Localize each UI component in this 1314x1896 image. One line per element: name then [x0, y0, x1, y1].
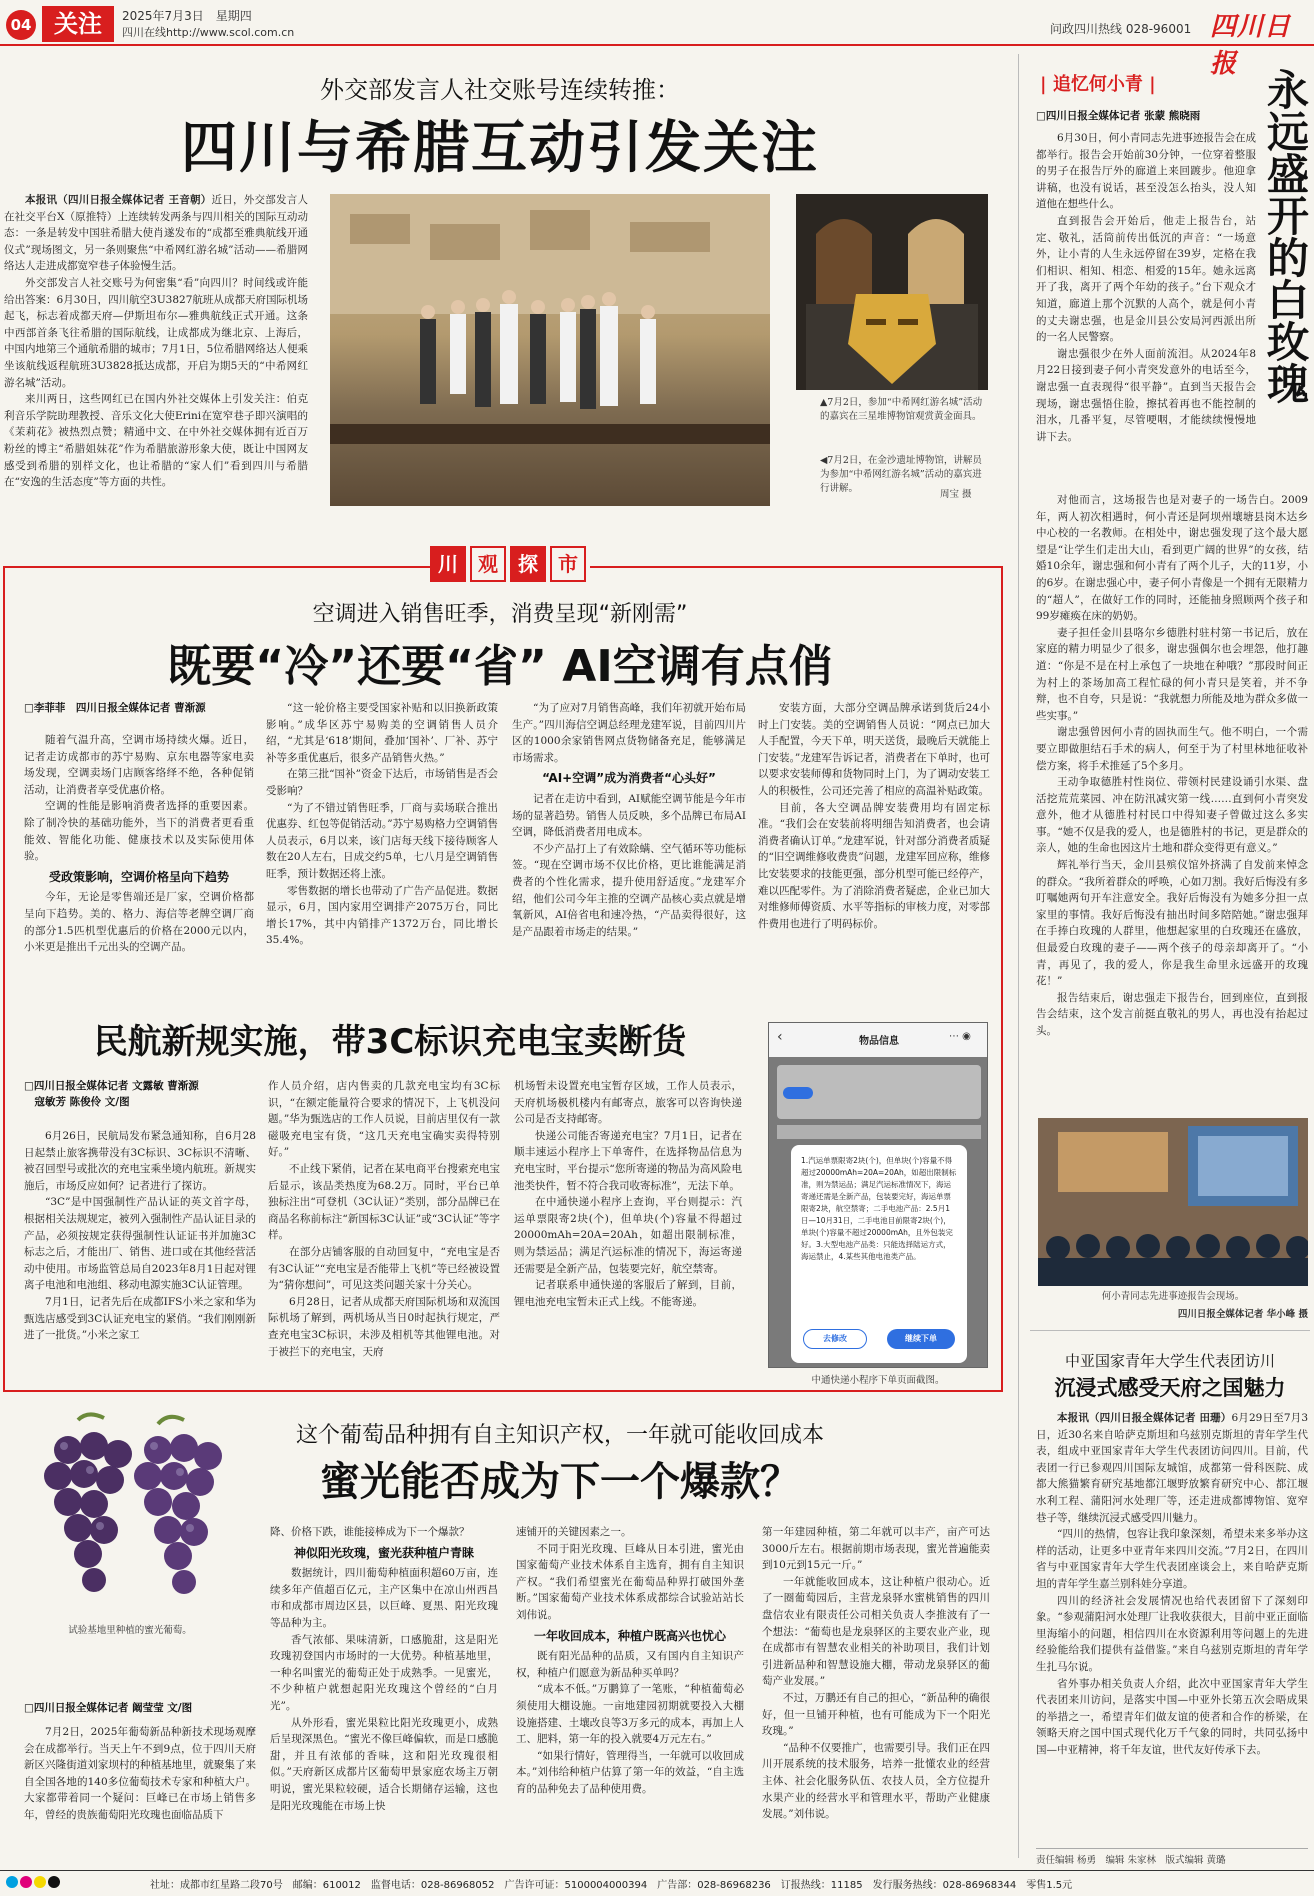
a1-photo-tour [330, 194, 770, 506]
page-number-badge: 04 [6, 10, 36, 40]
side1-body-main: 对他而言，这场报告也是对妻子的一场告白。2009年，两人初次相遇时，何小青还是阿坝州壤塘县岗木达乡中心校的一名教师。在相处中，谢忠强发现了这个最大愿望是“让学生们走出大山，看到更广阔的世界”的女孩，结婚10余年，谢忠强和何小青有了两个儿子，大的11岁，小的6岁。在谢忠强心中，妻子何小青像是一个拥有无限精力的“超人”，在做好工作的同时，还能抽身照顾两个孩子和99岁瘫痪在床的奶奶。 妻子担任金川县咯尔乡德胜村驻村第一书记后，放在家庭的精力明显少了很多，谢忠强偶尔也会埋怨，他打趣道：“你是不是在村上承包了一块地在种哦？”那段时间正为村上的茶场加高工程忙碌的何小青只是笑着，并不争辩，也不自夸，只是说：“我就想力所能及地为群众多做一些实事。” 谢忠强曾因何小青的固执而生气。他不明白，一个需要立即做胆结石手术的病人，何至于为了村里林地征收补偿方案，将手术推延了5个多月。 王动争取德胜村性岗位、带领村民建设诵引水渠、盘活挖荒荒菜园、冲在防汛减灾第一线……直到何小青突发意外，他才从德胜村村民口中得知妻子曾做过这么多实事。“她不仅是我的爱人，也是德胜村的书记，更是群众的亲人，她的生命也因这片土地和群众变得更有意义。” 辉礼举行当天，金川县殡仪馆外挤满了自发前来悼念的群众。“我所着群众的呼唤，心如刀割。我好后悔没有多叮嘱她两句开车注意安全。我好后悔没有为她多分担一点家里的事情。我好后悔没有抽出时间多陪陪她。”谢忠强拜在手捧白玫瑰的人群里，他想起家里的白玫瑰还在盛放，但最爱白玫瑰的妻子——两个孩子的母亲却离开了。“小青，再见了，我的爱人，你是我生命里永远盛开的玫瑰花！” 报告结束后，谢忠强走下报告台，回到座位，直到报告会结束，这个发言前挺直敬礼的男人，再也没有抬起过头。 [1036, 494, 1308, 1037]
side2-kicker: 中亚国家青年大学生代表团访川 [1064, 1352, 1275, 1370]
a1-caption-credit: 周宝 摄 [940, 489, 972, 500]
a4-byline: □四川日报全媒体记者 阚莹莹 文/图 [24, 1702, 193, 1714]
phone-screenshot [768, 1022, 988, 1368]
side2-body: 本报讯（四川日报全媒体记者 田珊）6月29日至7月3日，近30名来自哈萨克斯坦和乌兹别克斯坦的青年学生代表，组成中亚国家青年大学生代表团访问四川。目前，代表团一行已参观四川国际友城馆，成都第一骨科医院、成都大熊猫繁育研究基地都江堰野放繁育研究中心、都江堰水利工程、蒲阳河水处理厂等，还走进成都博物馆、宽窄巷子等，继续沉浸式感受四川魅力。 “四川的热情，包容让我印象深刻，希望未来多举办这样的活动，让更多中亚青年来四川交流。”7月2日，在四川省与中亚国家青年大学生代表团座谈会上，来自哈萨克斯坦的青年学生嘉兰别科娃分享道。 四川的经济社会发展情况也给代表团留下了深刻印象。“参观蒲阳河水处理厂让我收获很大，目前中亚正面临里海缩小的问题，相信四川在水资源利用等问题上的先进经验能给我们提供有益借鉴。”来自乌兹别克斯坦的青年学生扎马尔说。 省外事办相关负责人介绍，此次中亚国家青年大学生代表团来川访问，是落实中国—中亚外长第五次会晤成果的举措之一，希望青年们做友谊的使者和合作的桥梁，在领略天府之国中国式现代化万千气象的同时，共同弘扬中国—中亚精神，将千年友谊，世代友好传承下去。 [1036, 1412, 1308, 1756]
a3-col-3: 机场暂未设置充电宝暂存区域，工作人员表示，天府机场极机楼内有邮寄点，旅客可以咨询快递公司是否支持邮寄。 快递公司能否寄递充电宝？7月1日，记者在顺丰速运小程序上下单寄件，在选择物品信息为充电宝时，平台提示“您所寄递的物品为高风险电池类快件，暂不符合我司收寄标准”，无法下单。 在中通快递小程序上查询，平台则提示：汽运单票限寄2块(个)，但单块(个)容量不得超过20000mAh=20A=20Ah，如超出限制标准，则为禁运品；满足汽运标准的情况下，海运寄递还需要是全新产品，包装要完好，航空禁寄。 记者联系申通快递的客服后了解到，目前，锂电池充电宝暂未正式上线。不能寄递。 [514, 1080, 742, 1308]
side2-lead: 本报讯（四川日报全媒体记者 田珊） [1057, 1412, 1232, 1424]
a1-caption-1: ▲7月2日，参加“中希网红游名城”活动的嘉宾在三星堆博物馆观赏黄金面具。 [820, 397, 983, 422]
a4-kicker: 这个葡萄品种拥有自主知识产权，一年就可能收回成本 [295, 1423, 824, 1448]
a2-col-3: “为了应对7月销售高峰，我们年初就开始布局生产。”四川海信空调总经理龙建军说，目前四川片区的1000余家销售网点货物储备充足，能够满足市场需求。 “AI+空调”成为消费者“心头好” 记者在走访中看到，AI赋能空调节能是今年市场的显著趋势。销售人员反映，多个品牌已布局AI空调，降低消费者用电成本。 不少产品打上了有效除螨、空气循环等功能标签。“现在空调市场不仅比价格，更比谁能满足消费者的个性化需求，提升使用舒适度。”龙建军介绍，他们公司今年主推的空调产品核心卖点就是增氧新风，AI倍省电和速冷热，“产品卖得很好，这是产品跟着市场走的结果。” [512, 702, 746, 938]
phone-title: 物品信息 [859, 1036, 899, 1047]
side1-byline: □四川日报全媒体记者 张蒙 熊晓雨 [1036, 110, 1201, 122]
a1-body: 本报讯（四川日报全媒体记者 王音朝）近日，外交部发言人在社交平台X（原推特）上连续转发两条与四川相关的国际互动动态：一条是转发中国驻希腊大使肖遂发布的“成都至雅典航线开通仪式”现场图文，另一条则聚焦“中希网红游名城”活动——希腊网络达人走进成都宽窄巷子体验慢生活。 外交部发言人社交账号为何密集“看”向四川？时间线或许能给出答案：6月30日，四川航空3U3827航班从成都天府国际机场起飞，标志着成都天府—伊斯坦布尔—雅典航线正式开通。这条中西部首条飞往希腊的国际航线，让成都成为继北京、上海后，中国内地第三个通航希腊的城市；7月1日，5位希腊网络达人便乘坐该航线返程航班3U3828抵达成都，开启为期5天的“中希网红游名城”活动。 来川两日，这些网红已在国内外社交媒体上引发关注：伯克利音乐学院助理教授、音乐文化大使Erini在宽窄巷子即兴演唱的《茉莉花》被热烈点赞；精通中文、在中外社交媒体拥有近百万粉丝的博主“希腊姐妹花”作为希腊旅游形象大使，既让中国网友感受到希腊的别样文化，也让希腊的“家人们”看到四川与希腊在“安逸的生活态度”等方面的共性。 [4, 194, 308, 489]
a4-col-1: 7月2日，2025年葡萄新品种新技术现场观摩会在成都举行。当天上午不到9点，位于四川天府新区兴隆街道刘家坝村的种植基地里，就聚集了来自全国各地的140多位葡萄技术专家和种植大户。大家都带着同一个疑问：巨峰已在市场上销售多年，曾经的贵族葡萄阳光玫瑰也面临品质下 [24, 1726, 256, 1821]
a4-caption: 试验基地里种植的蜜光葡萄。 [68, 1625, 192, 1636]
side1-credit: 四川日报全媒体记者 华小峰 摄 [1177, 1309, 1308, 1320]
side1-photo [1038, 1118, 1308, 1286]
hotline: 问政四川热线 028-96001 [1050, 22, 1192, 36]
a1-photo-mask [796, 194, 988, 390]
a4-col-2: 降、价格下跌，谁能接棒成为下一个爆款？ 神似阳光玫瑰，蜜光获种植户青睐 数据统计，四川葡萄种植面积超60万亩，连续多年产值超百亿元，主产区集中在凉山州西昌市和成都市周边区县，以巨峰、夏黑、阳光玫瑰等品种为主。 香气浓郁、果味清新，口感脆甜，这是阳光玫瑰初登国内市场时的一大优势。种植基地里，一种名叫蜜光的葡萄正处于成熟季。一见蜜光，不少种植户就想起阳光玫瑰这个曾经的“白月光”。 从外形看，蜜光果粒比阳光玫瑰更小，成熟后呈现深黑色。“蜜光不像巨峰偏软，而是口感脆甜，并且有浓郁的香味，这和阳光玫瑰很相似。”天府新区成都片区葡萄甲景家庭农场主万朝明说，蜜光果粒较硬，适合长期储存运输，这也是阳光玫瑰能在市场上快 [270, 1526, 498, 1812]
site-url: 四川在线http://www.scol.com.cn [122, 26, 295, 39]
a3-byline: □四川日报全媒体记者 文露敏 曹渐源 寇敏芳 陈俊伶 文/图 [24, 1080, 199, 1108]
a2-byline: □李菲菲 四川日报全媒体记者 曹渐源 [24, 702, 206, 714]
section-banner [430, 546, 590, 582]
a2-headline: 既要“冷”还要“省” AI空调有点俏 [167, 641, 833, 692]
modify-button[interactable]: 去修改 [803, 1329, 867, 1349]
banner-char: 观 [470, 546, 506, 582]
editor-credits: 责任编辑 杨勇 编辑 朱家林 版式编辑 黄璐 [1036, 1848, 1308, 1866]
footer-imprint: 社址：成都市红星路二段70号 邮编：610012 监督电话：028-86968052 广告许可证：5100004000394 广告部：028-86968236 订报热线：11185 发行服务热线：028-86968344 零售1.5元 [150, 1880, 1073, 1891]
side-column-label: | 追忆何小青 | [1040, 74, 1156, 95]
a1-kicker: 外交部发言人社交账号连续转推： [320, 76, 680, 104]
a2-col-2: “这一轮价格主要受国家补贴和以旧换新政策影响。”成华区苏宁易购美的空调销售人员介绍，“尤其是‘618’期间，叠加‘国补’、厂补、苏宁补等多重优惠后，很多产品销售火热。” 在第三批“国补”资金下达后，市场销售是否会受影响？ “为了不错过销售旺季，厂商与卖场联合推出优惠券、红包等促销活动。”苏宁易购格力空调销售人员表示，6月以来，该门店每天线下接待顾客人数在20人左右，日成交约5单，七八月是空调销售旺季，预计数据还将上涨。 零售数据的增长也带动了广告产品促进。数据显示，6月，国内家用空调排产2075万台，同比增长17%，其中内销排产1372万台，同比增长35.4%。 [266, 702, 498, 947]
a4-col-3: 速铺开的关键因素之一。 不同于阳光玫瑰、巨峰从日本引进，蜜光由国家葡萄产业技术体系自主选育，拥有自主知识产权。“我们希望蜜光在葡萄品种界打破国外垄断。”国家葡萄产业技术体系成都综合试验站站长刘伟说。 一年收回成本，种植户既高兴也忧心 既有阳光品种的品质，又有国内自主知识产权，种植户们愿意为新品种买单吗？ “成本不低。”万鹏算了一笔账，“种植葡萄必须使用大棚设施。一亩地建园初期就要投入大棚设施搭建、土壤改良等3万多元的成本，再加上人工、肥料，第一年的投入就要4万元左右。” “如果行情好，管理得当，一年就可以收回成本。”刘伟给种植户估算了第一年的效益，“自主选育的品种免去了品种使用费。 [516, 1526, 744, 1795]
a1-lead: 本报讯（四川日报全媒体记者 王音朝） [25, 194, 212, 206]
a1-headline: 四川与希腊互动引发关注 [181, 116, 819, 181]
a4-col-4: 第一年建园种植，第二年就可以丰产，亩产可达3000斤左右。根据前期市场表现，蜜光普遍能卖到10元到15元一斤。” 一年就能收回成本，这让种植户很动心。近了一圈葡萄园后，主营龙泉驿水蜜桃销售的四川盘信农业有限责任公司相关负责人李推波有了一个想法：“葡萄也是龙泉驿区的主要农业产业，现在成都市有智慧农业相关的补助项目，我们计划引进新品种和智慧设施大棚，带动龙泉驿区的葡萄产业发展。” 不过，万鹏还有自己的担心，“新品种的确很好，但一旦铺开种植，也有可能成为下一个阳光玫瑰。” “品种不仅要推广，也需要引导。我们正在四川开展系统的技术服务，培养一批懂农业的经营主体、社会化服务队伍、农技人员，全方位提升水果产业的经营水平和管理水平，帮助产业健康发展。”刘伟说。 [762, 1526, 990, 1821]
banner-char: 探 [510, 546, 546, 582]
grape-photo [8, 1410, 246, 1620]
page-header [0, 0, 1314, 79]
dialog-text: 1.汽运单票限寄2块(个)，但单块(个)容量不得超过20000mAh=20A=20Ah，如超出限制标准，则为禁运品；满足汽运标准情况下，海运寄递还需是全新产品，包装要完好，海运单票限寄2块，航空禁寄；二手电池产品：2.5月1日—10月31日，二手电池目前限寄2块(个)，单块(个)容量不超过20000mAh，且外包装完好。3.大型电池产品类：只能选择陆运方式，海运禁止，4.某些其他电池类产品。 [801, 1156, 957, 1261]
a3-col-2: 作人员介绍，店内售卖的几款充电宝均有3C标识，“在额定能量符合要求的情况下，上飞机没问题。”华为甄选店的工作人员说，目前店里仅有一款磁吸充电宝有货，“这几天充电宝确实卖得特别好。” 不止线下紧俏，记者在某电商平台搜索充电宝后显示，该品类热度为68.2万。同时，平台已单独标注出“可登机（3C认证）”类别，部分品牌已在商品名称前标注“新国标3C认证”或“3C认证”等字样。 在部分店铺客服的自动回复中，“充电宝是否有3C认证”“充电宝是否能带上飞机”等已经被设置为“猜你想问”，可见这类问题关家十分关心。 6月28日，记者从成都天府国际机场和双流国际机场了解到，两机场从当日0时起执行规定，严查充电宝3C标识，未涉及相机等其他锂电池。对于被拦下的充电宝，天府 [268, 1080, 500, 1358]
a3-headline: 民航新规实施，带3C标识充电宝卖断货 [93, 1022, 687, 1062]
section-label: 关注 [42, 6, 114, 42]
side1-caption: 何小青同志先进事迹报告会现场。 [1101, 1291, 1245, 1302]
banner-char: 川 [430, 546, 466, 582]
a1-caption-2: ◀7月2日，在金沙遗址博物馆，讲解员为参加“中希网红游名城”活动的嘉宾进行讲解。 [820, 455, 982, 494]
issue-date: 2025年7月3日 星期四 [122, 9, 252, 23]
warning-dialog [791, 1145, 967, 1363]
side-vertical-title: 永远盛开的白玫瑰 [1261, 68, 1310, 404]
a2-kicker: 空调进入销售旺季，消费呈现“新刚需” [312, 602, 688, 627]
continue-order-button[interactable]: 继续下单 [887, 1329, 955, 1349]
newspaper-logo: 四川日报 [1210, 12, 1292, 79]
a3-caption: 中通快递小程序下单页面截图。 [811, 1375, 945, 1386]
a3-col-1: 6月26日，民航局发布紧急通知称，自6月28日起禁止旅客携带没有3C标识、3C标识不清晰、被召回型号或批次的充电宝乘坐境内航班。新规实施后，市场反应如何？记者进行了探访。 “3C”是中国强制性产品认证的英文首字母，根据相关法规规定，被列入强制性产品认证目录的产品，必须按规定获得强制性认证证书并加施3C标志之后，才能出厂、销售、进口或在其他经营活动中使用。市场监管总局自2023年8月1日起对锂离子电池和电池组、移动电源实施3C认证管理。 7月1日，记者先后在成都IFS小米之家和华为甄选店感受到3C认证充电宝的紧俏。“我们刚刚新进了一批货。”小米之家工 [24, 1130, 256, 1342]
a2-col-1: 随着气温升高，空调市场持续火爆。近日，记者走访成都市的苏宁易购、京东电器等家电卖场发现，空调卖场门店顾客络绎不绝，各种促销活动，让消费者享受优惠价格。 空调的性能是影响消费者选择的重要因素。除了制冷快的基础功能外，当下的消费者更看重能效、智能化功能、健康技术以及实际使用体验。 受政策影响，空调价格呈向下趋势 今年，无论是零售端还是厂家，空调价格都呈向下趋势。美的、格力、海信等老牌空调厂商的部分1.5匹机型优惠后的价格在2000元以内，小米更是推出千元出头的空调产品。 [24, 734, 254, 954]
a4-headline: 蜜光能否成为下一个爆款？ [320, 1459, 800, 1505]
a2-col-4: 安装方面，大部分空调品牌承诺到货后24小时上门安装。美的空调销售人员说：“网点已加大人手配置，今天下单，明天送货，最晚后天就能上门安装。”龙建军告诉记者，消费者在下单时，也可以要求安装师傅和货物同时上门，为了调动安装工人的积极性，公司还完善了相应的高温补贴政策。 目前，各大空调品牌安装费用均有固定标准。“我们会在安装前将明细告知消费者，也会请消费者确认订单。”龙建军说，针对部分消费者质疑的“旧空调维修收费贵”问题，龙建军回应称，维修比安装要求的技能更强，部分机型可能已经停产，难以匹配零件。为了消除消费者疑虑，企业已加大对维修师傅资质、水平等指标的审核力度，对零部件费用也进行了明码标价。 [758, 702, 990, 930]
side1-body-top: 6月30日，何小青同志先进事迹报告会在成都举行。报告会开始前30分钟，一位穿着整服的男子在报告厅外的廊道上来回踱步。他迎拿讲稿，也没有说话，甚至没怎么抬头，没人知道他在想些什么。 直到报告会开始后，他走上报告台，站定、敬礼，活筒前传出低沉的声音：“一场意外，让小青的人生永远停留在39岁，定格在我们相识、相知、相恋、相爱的15年。她永远离开了我，离开了两个年幼的孩子。”台下观众才知道，廊道上那个沉默的人高个，就是何小青的丈夫谢忠强，也是金川县公安局河西派出所的一名人民警察。 谢忠强很少在外人面前流泪。从2024年8月22日接到妻子何小青突发意外的电话至今，谢忠强一直表现得“很平静”。直到当天报告会现场，谢忠强悟住脸，擦拭着再也不能控制的泪水，几番平复，尽管哽咽，才能续续慢慢地讲下去。 [1036, 132, 1256, 443]
side2-headline: 沉浸式感受天府之国魅力 [1054, 1376, 1286, 1400]
color-registration-marks [6, 1876, 66, 1890]
back-chevron-icon: ‹ [777, 1029, 783, 1045]
banner-char: 市 [550, 546, 586, 582]
more-icon: ⋯ ◉ [949, 1031, 971, 1042]
